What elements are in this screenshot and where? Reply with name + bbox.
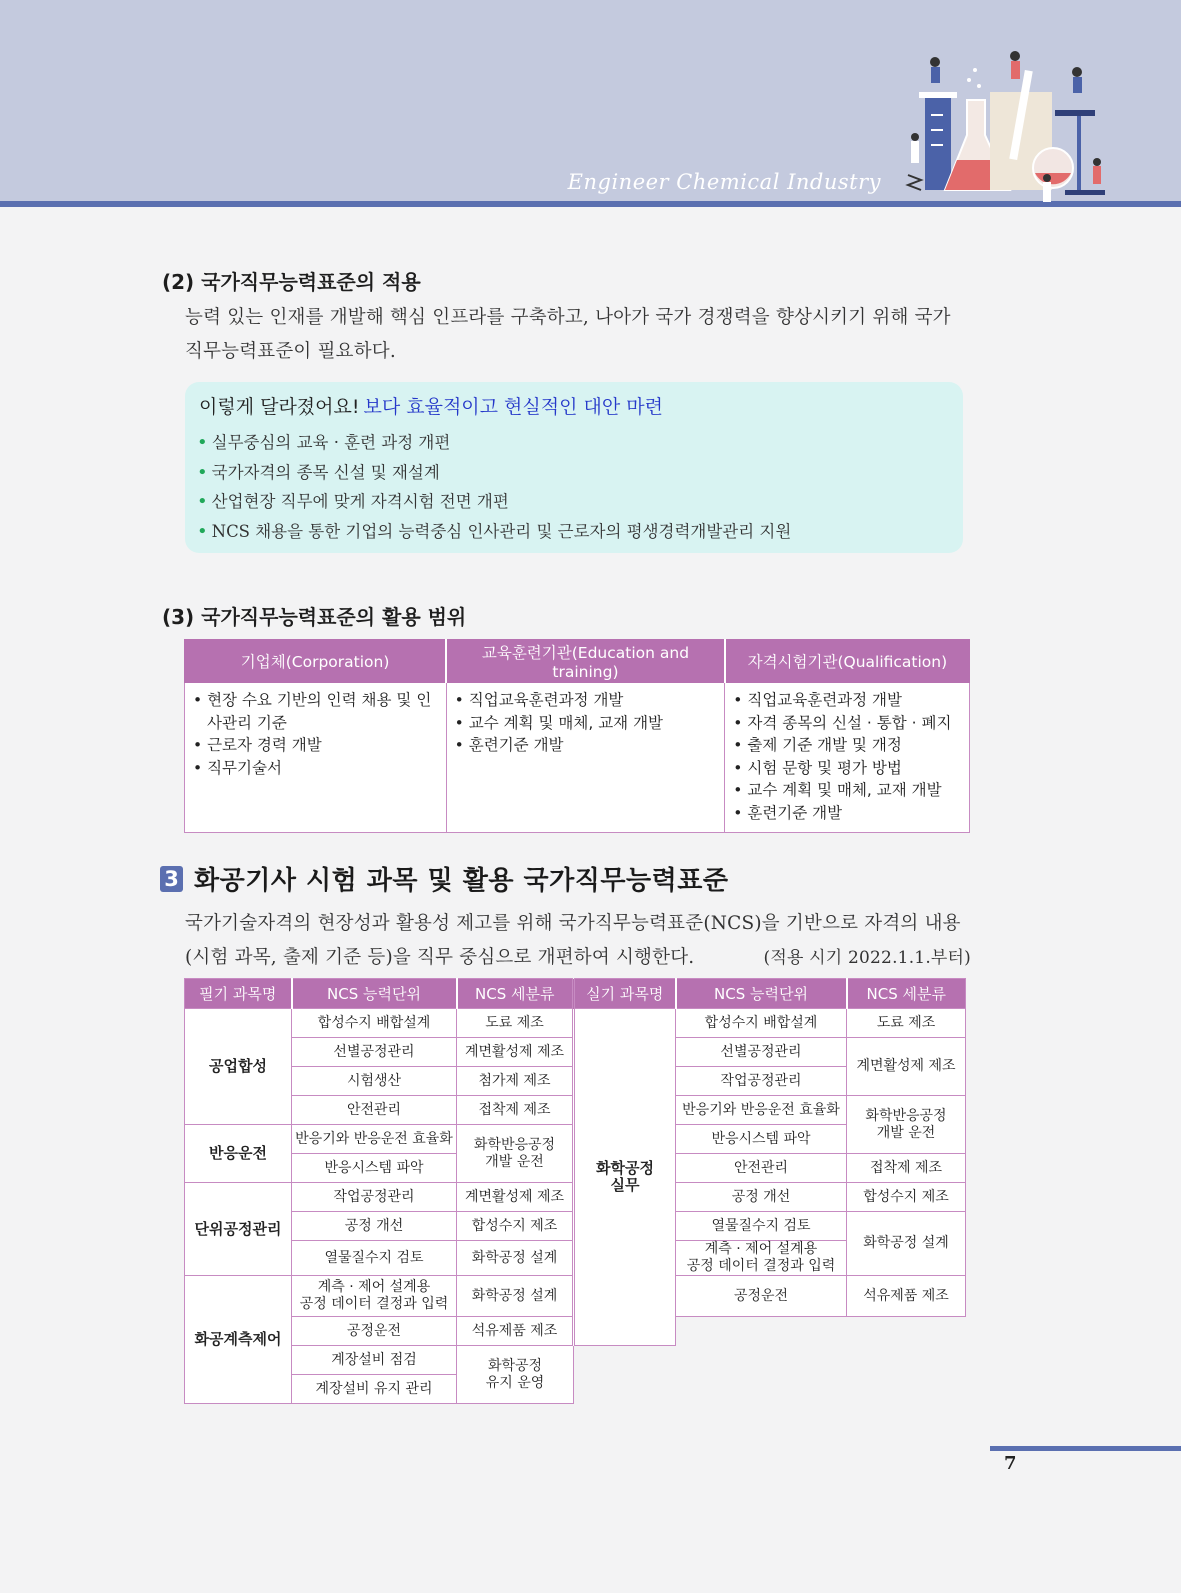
empty-cell [676,1317,966,1346]
class-cell: 화학공정 유지 운영 [457,1346,574,1404]
unit-cell: 열물질수지 검토 [676,1212,847,1241]
bullet-icon: • [197,461,208,483]
class-cell: 합성수지 제조 [457,1212,574,1241]
class-cell: 계면활성제 제조 [457,1038,574,1067]
list-item: • 현장 수요 기반의 인력 채용 및 인사관리 기준 [193,691,432,732]
class-cell: 화학반응공정 개발 운전 [457,1125,574,1183]
class-cell: 접착제 제조 [457,1096,574,1125]
header-written-subject: 필기 과목명 [185,979,292,1009]
unit-cell: 반응기와 반응운전 효율화 [292,1125,457,1154]
callout-title [199,392,663,419]
col-header-corporation: 기업체(Corporation) [185,640,447,683]
list-item: • 훈련기준 개발 [733,803,843,822]
class-cell: 화학공정 설계 [847,1212,966,1276]
unit-cell: 계장설비 점검 [292,1346,457,1375]
class-cell: 계면활성제 제조 [847,1038,966,1096]
unit-cell: 계측 · 제어 설계용 공정 데이터 결정과 입력 [292,1276,457,1317]
exam-subject-table [184,978,966,1404]
bullet-icon: • [197,432,208,453]
header-ncs-class: NCS 세분류 [457,979,574,1009]
list-item: • 근로자 경력 개발 [193,736,322,754]
col-header-education: 교육훈련기관(Education and training) [446,640,725,683]
list-item: • 직무기술서 [193,758,282,777]
unit-cell: 열물질수지 검토 [292,1241,457,1276]
section-number-badge: 3 [160,866,183,892]
subject-cell: 단위공정관리 [185,1183,292,1276]
callout-item: • 국가자격의 종목 신설 및 재설계 [197,461,440,483]
col-header-qualification: 자격시험기관(Qualification) [725,640,970,683]
unit-cell: 시험생산 [292,1067,457,1096]
header-ncs-unit: NCS 능력단위 [292,979,457,1009]
education-cell [446,683,725,833]
subject-cell: 반응운전 [185,1125,292,1183]
qualification-cell [725,683,970,833]
list-item: • 직업교육훈련과정 개발 [733,691,903,709]
callout-item: • 실무중심의 교육 · 훈련 과정 개편 [197,432,451,453]
section3-line-1: 국가기술자격의 현장성과 활용성 제고를 위해 국가직무능력표준(NCS)을 기반으로 자격의 내용 [185,913,961,934]
section-heading-3: (3) 국가직무능력표준의 활용 범위 [162,605,467,629]
class-cell: 도료 제조 [457,1009,574,1038]
unit-cell: 계측 · 제어 설계용 공정 데이터 결정과 입력 [676,1241,847,1276]
class-cell: 화학공정 설계 [457,1276,574,1317]
intro-line-2: 직무능력표준이 필요하다. [185,341,396,362]
unit-cell: 계장설비 유지 관리 [292,1375,457,1404]
unit-cell: 작업공정관리 [292,1183,457,1212]
effective-date-note: (적용 시기 2022.1.1.부터) [763,948,971,968]
unit-cell: 공정운전 [676,1276,847,1317]
lab-glassware-illustration [905,40,1145,220]
header-ncs-class-2: NCS 세분류 [847,979,966,1009]
class-cell: 석유제품 제조 [457,1317,574,1346]
section3-paragraph [185,907,975,975]
class-cell: 석유제품 제조 [847,1276,966,1317]
class-cell: 계면활성제 제조 [457,1183,574,1212]
unit-cell: 작업공정관리 [676,1067,847,1096]
class-cell: 합성수지 제조 [847,1183,966,1212]
class-cell: 첨가제 제조 [457,1067,574,1096]
unit-cell: 선별공정관리 [292,1038,457,1067]
unit-cell: 안전관리 [292,1096,457,1125]
subject-cell: 공업합성 [185,1009,292,1125]
unit-cell: 안전관리 [676,1154,847,1183]
class-cell: 접착제 제조 [847,1154,966,1183]
empty-cell [574,1346,966,1375]
empty-cell [574,1375,966,1404]
section3-line-2: (시험 과목, 출제 기준 등)을 직무 중심으로 개편하여 시행한다. (적용 시기 2022.1.1.부터) [185,941,975,975]
bullet-icon: • [197,491,208,512]
footer-rule [990,1446,1181,1451]
list-item: • 직업교육훈련과정 개발 [454,691,624,709]
list-item: • 자격 종목의 신설 · 통합 · 폐지 [733,713,952,732]
unit-cell: 반응기와 반응운전 효율화 [676,1096,847,1125]
header-title: Engineer Chemical Industry [567,170,881,194]
list-item: • 시험 문항 및 평가 방법 [733,758,902,777]
unit-cell: 공정 개선 [292,1212,457,1241]
changes-callout [185,382,963,553]
usage-scope-table [184,639,970,833]
list-item: • 교수 계획 및 매체, 교재 개발 [454,713,664,732]
subject-cell: 화공계측제어 [185,1276,292,1404]
section-heading-2: (2) 국가직무능력표준의 적용 [162,270,421,294]
intro-line-1: 능력 있는 인재를 개발해 핵심 인프라를 구축하고, 나아가 국가 경쟁력을 향상시키기 위해 국가 [185,307,951,328]
unit-cell: 선별공정관리 [676,1038,847,1067]
list-item: • 출제 기준 개발 및 개정 [733,736,902,754]
callout-list [197,428,791,546]
bullet-icon: • [197,520,208,542]
unit-cell: 반응시스템 파악 [292,1154,457,1183]
callout-item: • NCS 채용을 통한 기업의 능력중심 인사관리 및 근로자의 평생경력개발관리 지원 [197,520,792,542]
header-ncs-unit-2: NCS 능력단위 [676,979,847,1009]
list-item: • 교수 계획 및 매체, 교재 개발 [733,781,942,799]
callout-title-plain: 이렇게 달라졌어요! [199,396,360,418]
unit-cell: 합성수지 배합설계 [676,1009,847,1038]
callout-item: • 산업현장 직무에 맞게 자격시험 전면 개편 [197,491,509,512]
unit-cell: 공정 개선 [676,1183,847,1212]
unit-cell: 공정운전 [292,1317,457,1346]
intro-paragraph [185,301,975,369]
page-number: 7 [1004,1453,1017,1474]
header-practical-subject: 실기 과목명 [574,979,676,1009]
practical-subject-cell: 화학공정 실무 [574,1009,676,1346]
list-item: • 훈련기준 개발 [454,736,564,754]
section-title: 화공기사 시험 과목 및 활용 국가직무능력표준 [194,866,729,896]
class-cell: 화학공정 설계 [457,1241,574,1276]
class-cell: 도료 제조 [847,1009,966,1038]
unit-cell: 반응시스템 파악 [676,1125,847,1154]
unit-cell: 합성수지 배합설계 [292,1009,457,1038]
callout-title-highlight: 보다 효율적이고 현실적인 대안 마련 [363,396,663,418]
corporation-cell [185,683,447,833]
class-cell: 화학반응공정 개발 운전 [847,1096,966,1154]
